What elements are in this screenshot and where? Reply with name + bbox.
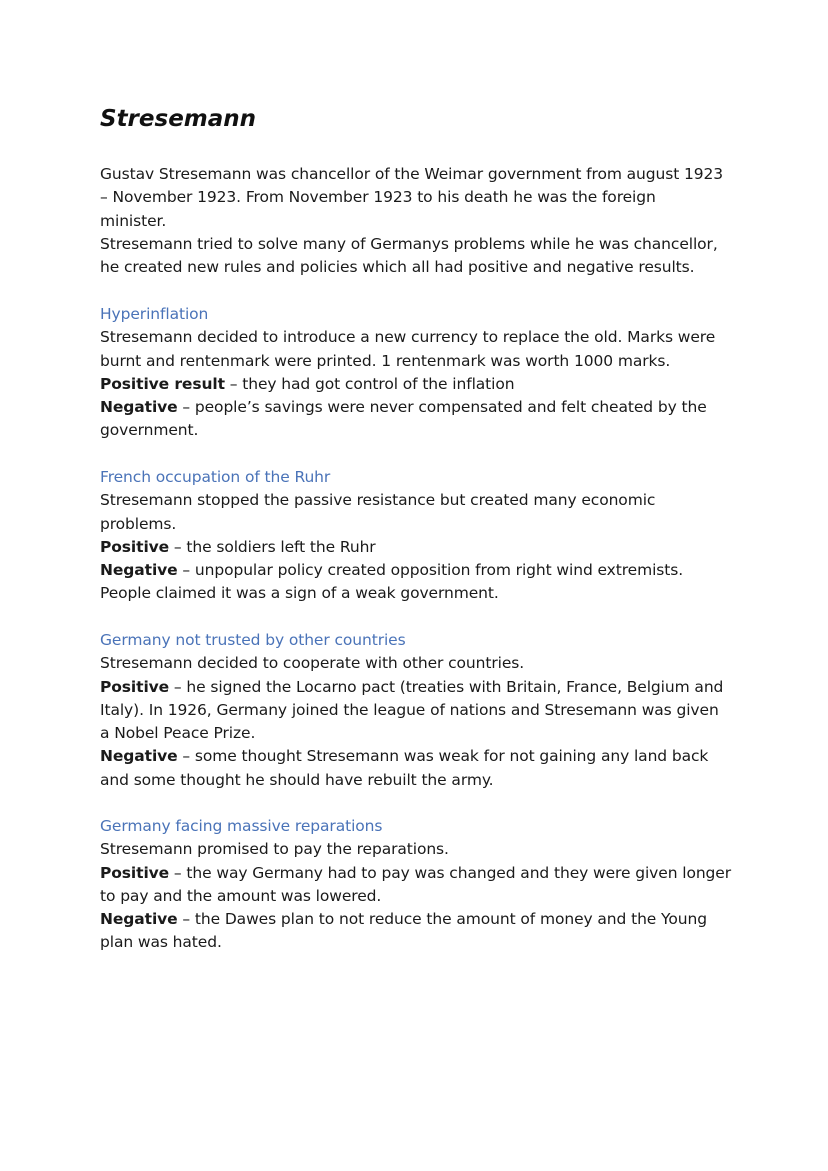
negative-label: Negative — [100, 910, 178, 929]
intro-line: he created new rules and policies which all had positive and negative results. — [100, 258, 695, 277]
section-line: Stresemann decided to introduce a new currency to replace the old. Marks were — [100, 328, 716, 347]
negative-text: – people’s savings were never compensated and felt cheated by the — [177, 398, 707, 417]
negative-result-line — [100, 396, 740, 419]
negative-label: Negative — [100, 561, 178, 580]
section-heading: French occupation of the Ruhr — [100, 468, 331, 486]
positive-result-line — [100, 373, 740, 396]
section-line: problems. — [100, 514, 177, 533]
positive-result-line — [100, 676, 740, 699]
positive-text-continued: to pay and the amount was lowered. — [100, 886, 382, 905]
negative-text-continued: and some thought he should have rebuilt the army. — [100, 770, 494, 789]
section-heading: Hyperinflation — [100, 305, 209, 323]
intro-paragraph — [100, 163, 740, 279]
negative-label: Negative — [100, 398, 178, 417]
negative-text-continued: plan was hated. — [100, 933, 222, 952]
page-title: Stresemann — [100, 106, 257, 132]
section-ruhr-occupation — [100, 466, 740, 606]
positive-text: – they had got control of the inflation — [224, 374, 515, 393]
intro-line: – November 1923. From November 1923 to his death he was the foreign — [100, 188, 656, 207]
positive-result-line — [100, 536, 740, 559]
intro-line: Stresemann tried to solve many of Germanys problems while he was chancellor, — [100, 234, 718, 253]
section-line: Stresemann stopped the passive resistance but created many economic — [100, 491, 656, 510]
positive-text: – the way Germany had to pay was changed and they were given longer — [169, 863, 732, 882]
intro-line: Gustav Stresemann was chancellor of the Weimar government from august 1923 — [100, 165, 724, 183]
section-heading: Germany not trusted by other countries — [100, 631, 406, 649]
section-reparations — [100, 815, 740, 955]
positive-label: Positive — [100, 677, 170, 696]
section-hyperinflation — [100, 303, 740, 443]
section-line: Stresemann promised to pay the reparations. — [100, 840, 449, 859]
negative-text-continued: government. — [100, 421, 199, 440]
section-not-trusted — [100, 629, 740, 792]
negative-text: – the Dawes plan to not reduce the amount of money and the Young — [177, 910, 707, 929]
positive-result-line — [100, 862, 740, 885]
positive-label: Positive — [100, 537, 170, 556]
section-heading: Germany facing massive reparations — [100, 817, 383, 835]
negative-text-continued: People claimed it was a sign of a weak government. — [100, 584, 499, 603]
positive-label: Positive — [100, 863, 170, 882]
section-line: burnt and rentenmark were printed. 1 rentenmark was worth 1000 marks. — [100, 351, 671, 370]
positive-text-continued: a Nobel Peace Prize. — [100, 724, 256, 743]
negative-result-line — [100, 745, 740, 768]
negative-result-line — [100, 908, 740, 931]
negative-result-line — [100, 559, 740, 582]
negative-label: Negative — [100, 747, 178, 766]
positive-label: Positive result — [100, 374, 225, 393]
positive-text: – the soldiers left the Ruhr — [169, 537, 376, 556]
intro-line: minister. — [100, 211, 167, 230]
positive-text: – he signed the Locarno pact (treaties with Britain, France, Belgium and — [169, 677, 724, 696]
section-line: Stresemann decided to cooperate with other countries. — [100, 654, 525, 673]
positive-text-continued: Italy). In 1926, Germany joined the league of nations and Stresemann was given — [100, 700, 719, 719]
negative-text: – some thought Stresemann was weak for not gaining any land back — [177, 747, 709, 766]
negative-text: – unpopular policy created opposition from right wind extremists. — [177, 561, 684, 580]
